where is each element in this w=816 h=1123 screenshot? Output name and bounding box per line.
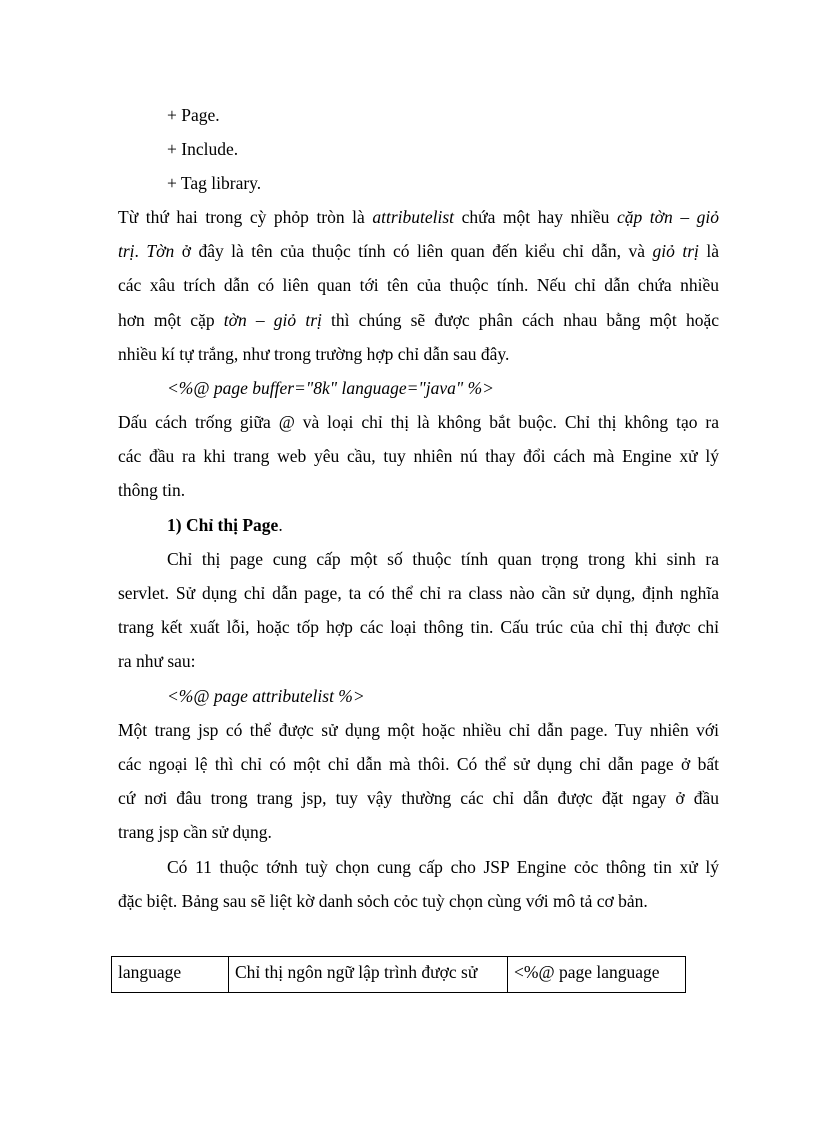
para3-line4: ra như sau: [118, 651, 196, 671]
para2-line2: các đầu ra khi trang web yêu cầu, tuy nhiên nú thay đổi cách mà Engine xử lý [118, 446, 719, 466]
para2-line1: Dấu cách trống giữa @ và loại chỉ thị là không bắt buộc. Chỉ thị không tạo ra [118, 412, 719, 432]
para4-line1: Một trang jsp có thể được sử dụng một hoặc nhiều chỉ dẫn page. Tuy nhiên với [118, 720, 719, 740]
code-example-buffer: <%@ page buffer="8k" language="java" %> [167, 378, 494, 398]
page-options-table [111, 956, 686, 993]
para1-line3: các xâu trích dẫn có liên quan tới tên của thuộc tính. Nếu chỉ dẫn chứa nhiều [118, 275, 719, 295]
para1-line2 [118, 241, 719, 262]
bullet-tag-library: + Tag library. [167, 173, 262, 193]
heading-text: 1) Chỉ thị Page [167, 515, 279, 535]
para1-line1 [118, 207, 719, 228]
para3-line1: Chỉ thị page cung cấp một số thuộc tính quan trọng trong khi sinh ra [167, 549, 719, 569]
para4-line4: trang jsp cần sử dụng. [118, 822, 272, 842]
table-row [112, 957, 686, 993]
heading-dot: . [278, 515, 283, 535]
term-attributelist: attributelist [372, 207, 455, 227]
para1-line4 [118, 310, 719, 331]
para2-line3: thông tin. [118, 480, 186, 500]
bullet-page: + Page. [167, 105, 220, 125]
para5-line1: Có 11 thuộc tớnh tuỳ chọn cung cấp cho JSP Engine cỏc thông tin xử lý [167, 857, 719, 877]
para1-line5: nhiều kí tự trắng, như trong trường hợp chỉ dẫn sau đây. [118, 344, 510, 364]
para4-line2: các ngoại lệ thì chỉ có một chỉ dẫn mà thôi. Có thể sử dụng chỉ dẫn page ở bất [118, 754, 719, 774]
term-pair: cặp tờn – giỏ [616, 207, 719, 227]
table-cell-attribute: language [112, 957, 229, 993]
text-run: Từ thứ hai trong cỳ phỏp tròn là [118, 207, 373, 227]
term-pair: tờn – giỏ trị [223, 310, 322, 330]
term-value: giỏ trị [652, 241, 699, 261]
table-cell-description: Chỉ thị ngôn ngữ lập trình được sử [229, 957, 508, 993]
para3-line2: servlet. Sử dụng chỉ dẫn page, ta có thể chỉ ra class nào cần sử dụng, định nghĩa [118, 583, 719, 603]
text-run: hơn một cặp [118, 310, 224, 330]
table-cell-syntax: <%@ page language [508, 957, 686, 993]
term-name: Tờn [146, 241, 175, 261]
para5-line2: đặc biệt. Bảng sau sẽ liệt kờ danh sỏch cỏc tuỳ chọn cùng với mô tả cơ bản. [118, 891, 648, 911]
term-value: trị [118, 241, 135, 261]
section-heading [167, 515, 283, 536]
text-run: ở đây là tên của thuộc tính có liên quan đến kiểu chỉ dẫn, và [174, 241, 653, 261]
text-run: là [698, 241, 719, 261]
text-run: chứa một hay nhiều [454, 207, 617, 227]
bullet-include: + Include. [167, 139, 239, 159]
text-run: thì chúng sẽ được phân cách nhau bằng một hoặc [321, 310, 719, 330]
para3-line3: trang kết xuất lỗi, hoặc tốp hợp các loại thông tin. Cấu trúc của chỉ thị được chỉ [118, 617, 719, 637]
text-run: . [134, 241, 147, 261]
para4-line3: cứ nơi đâu trong trang jsp, tuy vậy thường các chỉ dẫn được đặt ngay ở đầu [118, 788, 719, 808]
code-example-attributelist: <%@ page attributelist %> [167, 686, 365, 706]
